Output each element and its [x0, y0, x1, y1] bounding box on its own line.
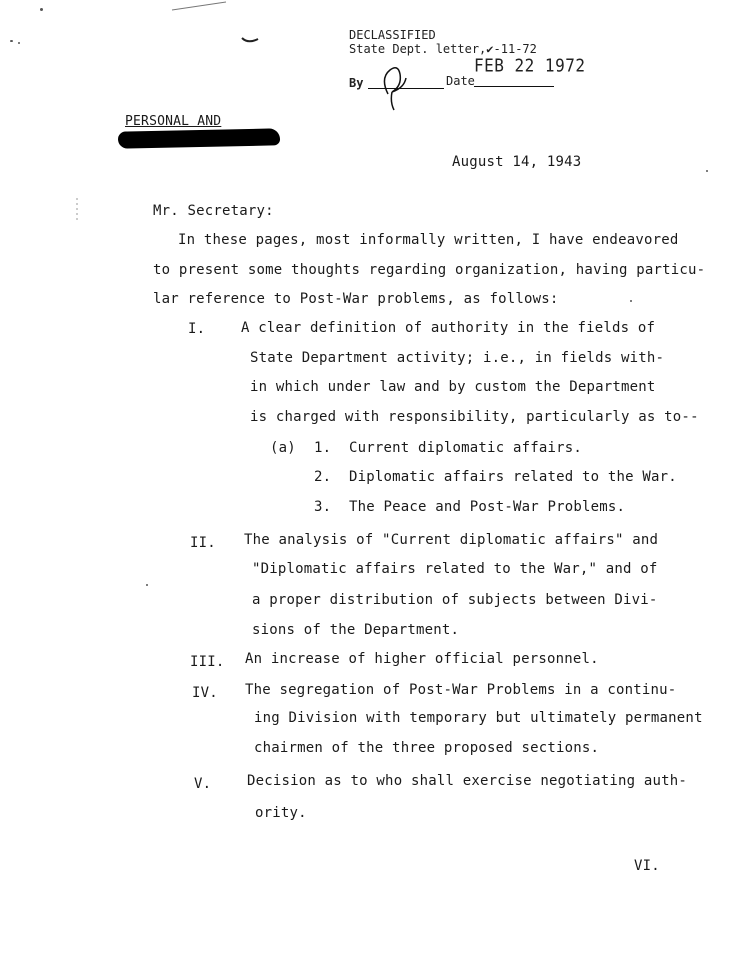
item-line: Decision as to who shall exercise negotiating auth- — [247, 773, 688, 789]
item-line: is charged with responsibility, particularly as to-- — [250, 409, 699, 425]
scan-speck — [706, 170, 708, 172]
salutation: Mr. Secretary: — [153, 203, 274, 219]
sub-item-number: 3. — [314, 499, 332, 515]
sub-item-text: Current diplomatic affairs. — [349, 440, 582, 456]
classification-label: PERSONAL AND — [125, 114, 222, 129]
item-line: a proper distribution of subjects between Divi- — [252, 592, 658, 608]
redaction-bar — [118, 128, 280, 148]
stamp-letter-label: State Dept. letter, — [349, 42, 487, 56]
intro-line: In these pages, most informally written, I have endeavored — [178, 232, 679, 248]
item-line: State Department activity; i.e., in fields with- — [250, 350, 665, 366]
scan-speck — [18, 42, 20, 44]
declassified-stamp-title: DECLASSIFIED — [349, 28, 436, 42]
item-line: in which under law and by custom the Department — [250, 379, 656, 395]
item-line: ority. — [255, 805, 307, 821]
stamp-date-line — [474, 86, 554, 87]
item-line: The analysis of "Current diplomatic affairs" and — [244, 532, 659, 548]
item-line: sions of the Department. — [252, 622, 460, 638]
stamp-letter-date: -11-72 — [493, 42, 537, 56]
stamp-by-label: By — [349, 76, 364, 90]
item-numeral: V. — [194, 776, 212, 792]
scan-speck — [40, 8, 43, 11]
scan-speck — [630, 300, 632, 302]
item-numeral: III. — [190, 654, 225, 670]
sub-item-number: 1. — [314, 440, 332, 456]
declassified-date-stamp: FEB 22 1972 — [474, 55, 586, 76]
check-mark-icon: ✔ — [486, 42, 494, 56]
item-numeral: IV. — [192, 685, 218, 701]
scan-speck — [10, 40, 13, 42]
item-line: ing Division with temporary but ultimately permanent — [254, 710, 703, 726]
sub-item-text: Diplomatic affairs related to the War. — [349, 469, 677, 485]
item-numeral: II. — [190, 535, 216, 551]
scan-mark — [240, 34, 262, 46]
signature-initials — [378, 58, 412, 114]
item-line: An increase of higher official personnel. — [245, 651, 599, 667]
letter-date: August 14, 1943 — [452, 154, 582, 170]
item-line: chairmen of the three proposed sections. — [254, 740, 600, 756]
sub-item-label: (a) — [270, 440, 296, 456]
item-line: The segregation of Post-War Problems in a continu- — [245, 682, 677, 698]
next-page-marker: VI. — [634, 858, 660, 874]
scan-mark — [72, 196, 82, 226]
scan-speck — [146, 584, 148, 586]
declassified-stamp-letter — [349, 42, 537, 56]
stamp-date-label: Date — [446, 74, 475, 88]
scan-mark — [170, 0, 230, 12]
intro-line: lar reference to Post-War problems, as follows: — [153, 291, 559, 307]
sub-item-text: The Peace and Post-War Problems. — [349, 499, 626, 515]
item-line: "Diplomatic affairs related to the War," and of — [252, 561, 658, 577]
item-numeral: I. — [188, 321, 206, 337]
intro-line: to present some thoughts regarding organization, having particu- — [153, 262, 706, 278]
sub-item-number: 2. — [314, 469, 332, 485]
item-line: A clear definition of authority in the fields of — [241, 320, 656, 336]
